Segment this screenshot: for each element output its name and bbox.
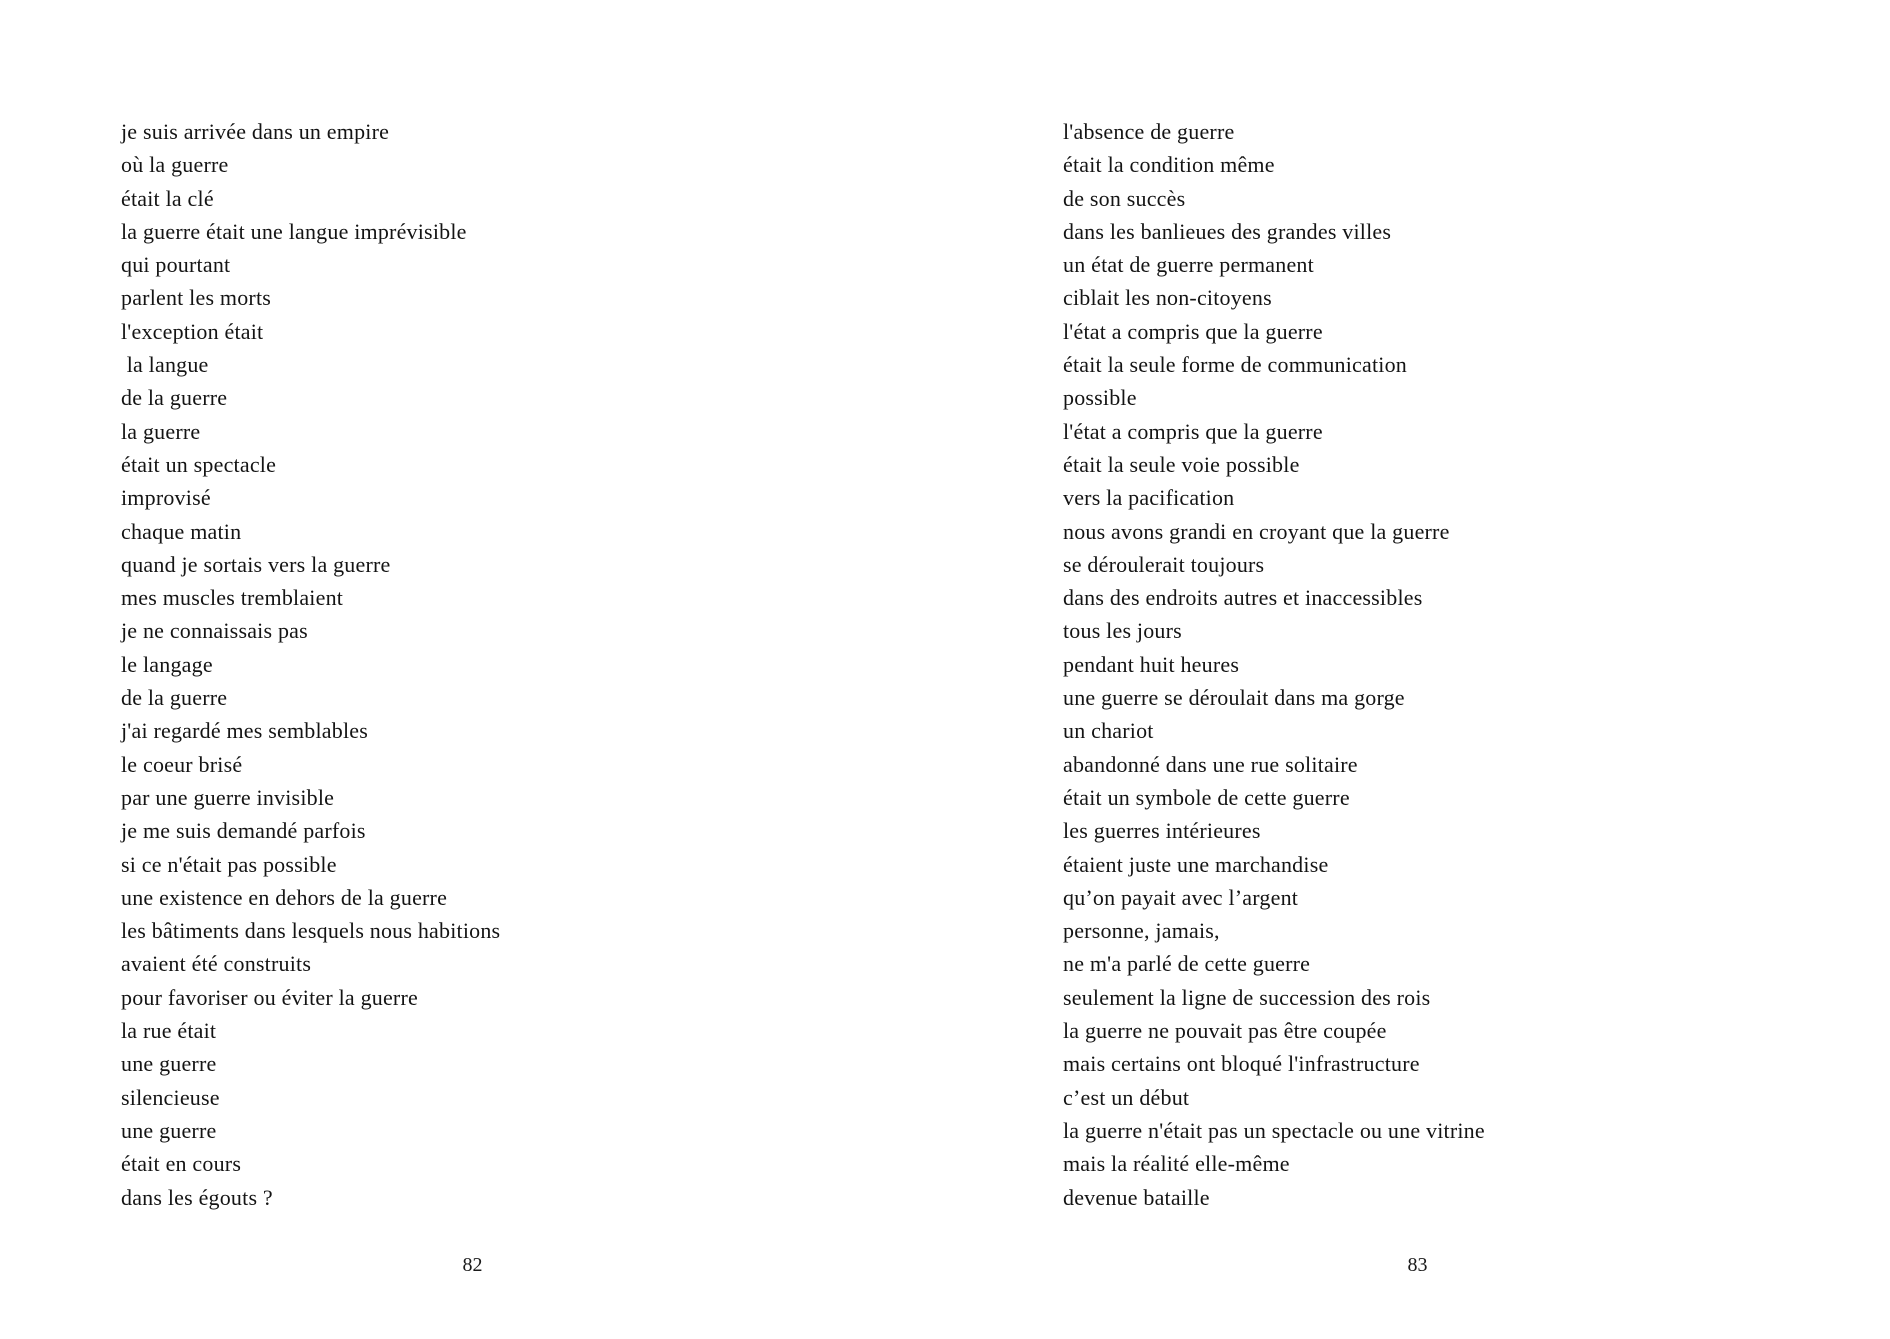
poem-line: était la clé xyxy=(121,185,214,211)
poem-line: un état de guerre permanent xyxy=(1063,252,1314,278)
poem-line: qu’on payait avec l’argent xyxy=(1063,884,1299,910)
poem-line: dans les banlieues des grandes villes xyxy=(1063,218,1392,244)
poem-line: tous les jours xyxy=(1063,618,1182,644)
poem-line: de son succès xyxy=(1063,185,1186,211)
poem-line: une guerre xyxy=(121,1117,217,1143)
poem-line: l'état a compris que la guerre xyxy=(1063,418,1323,444)
poem-line: si ce n'était pas possible xyxy=(121,851,337,877)
poem-line: pendant huit heures xyxy=(1063,651,1240,677)
poem-line: par une guerre invisible xyxy=(121,784,335,810)
page-right xyxy=(945,0,1890,1339)
poem-line: était un spectacle xyxy=(121,451,277,477)
poem-line: où la guerre xyxy=(121,152,229,178)
poem-line: l'exception était xyxy=(121,318,264,344)
poem-line: avaient été construits xyxy=(121,951,312,977)
poem-line: était la condition même xyxy=(1063,152,1275,178)
poem-line: une guerre xyxy=(121,1051,217,1077)
poem-line: nous avons grandi en croyant que la guerre xyxy=(1063,518,1450,544)
poem-line: ne m'a parlé de cette guerre xyxy=(1063,951,1311,977)
poem-line: improvisé xyxy=(121,485,211,511)
poem-line: vers la pacification xyxy=(1063,485,1235,511)
poem-line: était la seule forme de communication xyxy=(1063,352,1407,378)
poem-line: quand je sortais vers la guerre xyxy=(121,551,391,577)
poem-line: seulement la ligne de succession des rois xyxy=(1063,984,1431,1010)
poem-line: la guerre était une langue imprévisible xyxy=(121,218,467,244)
poem-line: étaient juste une marchandise xyxy=(1063,851,1329,877)
poem-line: le coeur brisé xyxy=(121,751,243,777)
poem-line: la rue était xyxy=(121,1018,217,1044)
poem-line: les guerres intérieures xyxy=(1063,818,1261,844)
poem-line: une guerre se déroulait dans ma gorge xyxy=(1063,685,1405,711)
poem-line: possible xyxy=(1063,385,1137,411)
poem-line: je me suis demandé parfois xyxy=(121,818,366,844)
page-number-right: 83 xyxy=(1407,1254,1428,1276)
poem-line: ciblait les non-citoyens xyxy=(1063,285,1272,311)
poem-line: l'état a compris que la guerre xyxy=(1063,318,1323,344)
poem-line: les bâtiments dans lesquels nous habitions xyxy=(121,918,501,944)
poem-line: de la guerre xyxy=(121,685,228,711)
poem-line: c’est un début xyxy=(1063,1084,1190,1110)
poem-line: qui pourtant xyxy=(121,252,231,278)
poem-line: pour favoriser ou éviter la guerre xyxy=(121,984,418,1010)
poem-line: l'absence de guerre xyxy=(1063,119,1235,144)
poem-line: dans les égouts ? xyxy=(121,1184,273,1210)
poem-line: silencieuse xyxy=(121,1084,220,1110)
poem-line: je suis arrivée dans un empire xyxy=(121,119,390,144)
poem-line: chaque matin xyxy=(121,518,242,544)
poem-line: devenue bataille xyxy=(1063,1184,1210,1210)
poem-right xyxy=(1063,115,1823,1214)
poem-line: abandonné dans une rue solitaire xyxy=(1063,751,1358,777)
poem-left xyxy=(121,115,881,1214)
poem-line: se déroulerait toujours xyxy=(1063,551,1265,577)
poem-line: le langage xyxy=(121,651,213,677)
poem-line: la langue xyxy=(121,352,209,378)
poem-line: une existence en dehors de la guerre xyxy=(121,884,448,910)
poem-line: la guerre xyxy=(121,418,201,444)
poem-line: personne, jamais, xyxy=(1063,918,1220,944)
poem-line: mais la réalité elle-même xyxy=(1063,1151,1290,1177)
poem-line: était la seule voie possible xyxy=(1063,451,1300,477)
page-number-left: 82 xyxy=(462,1254,483,1276)
poem-line: de la guerre xyxy=(121,385,228,411)
poem-line: dans des endroits autres et inaccessibles xyxy=(1063,585,1423,611)
poem-line: parlent les morts xyxy=(121,285,272,311)
poem-line: j'ai regardé mes semblables xyxy=(121,718,368,744)
poem-line: mais certains ont bloqué l'infrastructure xyxy=(1063,1051,1420,1077)
poem-line: je ne connaissais pas xyxy=(121,618,308,644)
poem-line: était un symbole de cette guerre xyxy=(1063,784,1350,810)
poem-line: la guerre n'était pas un spectacle ou une vitrine xyxy=(1063,1117,1485,1143)
poem-line: la guerre ne pouvait pas être coupée xyxy=(1063,1018,1387,1044)
poem-line: un chariot xyxy=(1063,718,1154,744)
poem-line: mes muscles tremblaient xyxy=(121,585,344,611)
poem-line: était en cours xyxy=(121,1151,242,1177)
